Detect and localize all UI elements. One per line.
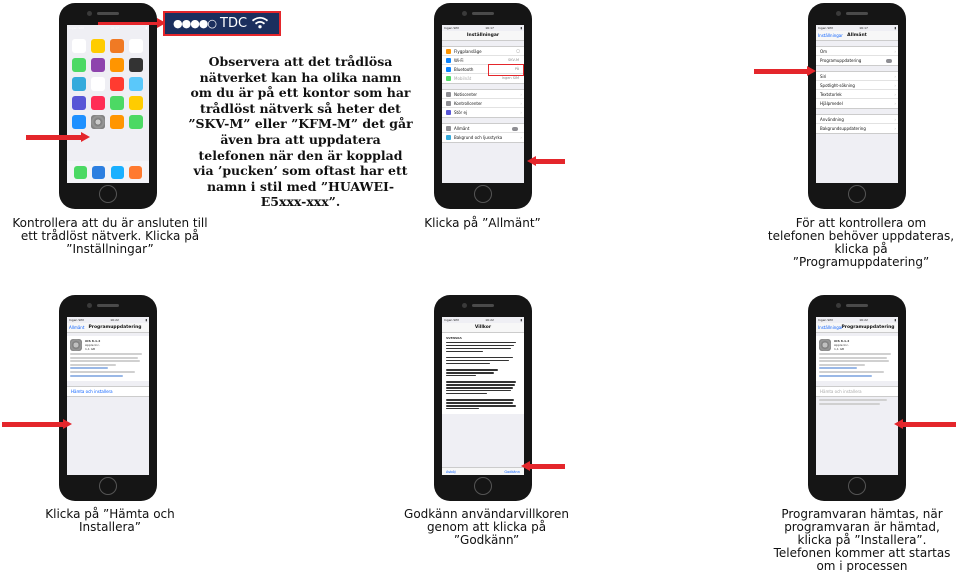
settings-app-icon[interactable] (91, 115, 105, 129)
row-wifi[interactable]: Wi-Fi SKV-M (442, 56, 524, 65)
wifi-status-badge (163, 11, 281, 36)
row-spotlight[interactable]: Spotlight-sökning › (816, 81, 898, 90)
row-do-not-disturb[interactable]: Stör ej › (442, 108, 524, 117)
disagree-button[interactable]: Avböj (446, 470, 456, 474)
row-wallpaper[interactable]: Bakgrund och ljusstyrka › (442, 133, 524, 142)
back-button[interactable]: Inställningar (818, 325, 843, 330)
pointer-arrow-software-update (754, 67, 816, 75)
carrier-name: TDC (220, 16, 248, 31)
row-accessibility[interactable]: Hjälpmedel › (820, 101, 896, 106)
update-version: iOS 8.1.2 (834, 339, 850, 343)
row-airplane[interactable]: Flygplansläge ◯ (442, 47, 524, 56)
carrier-label: Ingen SIM (69, 26, 84, 30)
download-install-button[interactable]: Hämta och installera (820, 389, 862, 395)
general-screen: Ingen SIM 16:17 ▮ Inställningar Allmänt Om › Programuppdatering Siri › Spotlight-sökning › Textstorlek › Hjälpmedel › Användning › Bakgrundsuppdatering › (816, 25, 898, 183)
row-control-center[interactable]: Kontrollcenter › (442, 99, 524, 108)
pointer-arrow-download (2, 420, 72, 428)
row-cellular: Mobilnät Ingen SIM (442, 74, 524, 83)
signal-dots: ●●●●○ (173, 17, 216, 30)
nav-title: Allmänt (847, 33, 867, 38)
back-button[interactable]: Inställningar (818, 33, 843, 38)
update-version: iOS 8.1.2 (85, 339, 101, 343)
phone-general (808, 3, 906, 209)
row-general[interactable]: Allmänt (442, 124, 524, 133)
row-text-size[interactable]: Textstorlek › (816, 90, 898, 99)
row-bluetooth[interactable]: Bluetooth På (442, 65, 524, 74)
caption-step-2: Klicka på ”Allmänt” (424, 216, 541, 230)
caption-step-3: För att kontrollera om telefonen behöver uppdateras, klicka på ”Programuppdatering” (767, 216, 955, 269)
software-update-screen: Ingen SIM 16:22 ▮ Allmänt Programuppdatering iOS 8.1.2 Apple Inc. 1,1 GB Hämta och installera (67, 317, 149, 475)
pointer-arrow-install (894, 420, 956, 428)
nav-title: Programuppdatering (88, 325, 142, 330)
time-label: 16:17 (485, 26, 494, 30)
row-background-refresh[interactable]: Bakgrundsuppdatering › (820, 126, 896, 131)
carrier-label: Ingen SIM (444, 26, 459, 30)
update-size: 1,1 GB (834, 347, 845, 351)
settings-gear-icon (70, 339, 82, 351)
update-size: 1,1 GB (85, 347, 96, 351)
caption-step-4: Klicka på ”Hämta och Installera” (45, 507, 175, 534)
phone-settings (434, 3, 532, 209)
agree-button[interactable]: Godkänn (504, 470, 520, 474)
row-software-update[interactable]: Programuppdatering (816, 56, 898, 65)
wifi-icon (251, 16, 269, 30)
wifi-highlight-box (488, 64, 524, 76)
row-about[interactable]: Om › (816, 47, 898, 56)
terms-heading: SVENSKA (446, 336, 462, 340)
caption-step-5: Godkänn användarvillkoren genom att klicka på ”Godkänn” (404, 507, 569, 547)
update-vendor: Apple Inc. (834, 343, 849, 347)
download-install-button[interactable]: Hämta och installera (71, 389, 113, 395)
pointer-arrow-settings (26, 133, 90, 141)
pointer-arrow-agree (521, 462, 565, 470)
pointer-arrow-wifi (98, 19, 166, 27)
nav-title: Programuppdatering (841, 325, 895, 330)
time-label: 16:17 (110, 26, 119, 30)
row-siri[interactable]: Siri › (816, 72, 898, 81)
row-usage[interactable]: Användning › (816, 115, 898, 124)
wifi-name-note: Observera att det trådlösa nätverket kan ha olika namn om du är på ett kontor som har trådlöst nätverk så heter det ”SKV-M” eller ”KFM-M” det går även bra att uppdatera telefonen när den är kopplad via ’pucken’ som oftast har ett namn i stil med ”HUAWEI-E5xxx-xxx”. (188, 54, 413, 210)
back-button[interactable]: Allmänt (69, 325, 85, 330)
home-screen: Ingen SIM 16:17 ▮ (67, 25, 149, 183)
settings-screen: Ingen SIM 16:17 ▮ Inställningar Flygplansläge ◯ Wi-Fi SKV-M Bluetooth På Mobilnät Ingen SIM Notiscenter › Kontrollcenter › Stör ej › Allmänt Bakgrund och ljusstyrka › (442, 25, 524, 183)
nav-title: Inställningar (442, 31, 524, 41)
caption-step-1: Kontrollera att du är ansluten till ett trådlöst nätverk. Klicka på ”Inställningar” (12, 216, 208, 256)
settings-gear-icon (819, 339, 831, 351)
row-notifications[interactable]: Notiscenter › (442, 90, 524, 99)
nav-title: Villkor (442, 323, 524, 333)
phone-home-screen (59, 3, 157, 209)
pointer-arrow-general (527, 157, 565, 165)
terms-screen: Ingen SIM 16:22 ▮ Villkor SVENSKA Avböj Godkänn (444, 318, 522, 474)
phone-terms (434, 295, 532, 501)
update-vendor: Apple Inc. (85, 343, 100, 347)
caption-step-6: Programvaran hämtas, när programvaran är hämtad, klicka på ”Installera”. Telefonen kommer att startas om i processen (773, 507, 951, 572)
phone-software-update-2 (808, 295, 906, 501)
phone-software-update (59, 295, 157, 501)
software-update-screen-2: Ingen SIM 16:22 ▮ Inställningar Programuppdatering iOS 8.1.2 Apple Inc. 1,1 GB Hämta och installera (816, 317, 898, 475)
